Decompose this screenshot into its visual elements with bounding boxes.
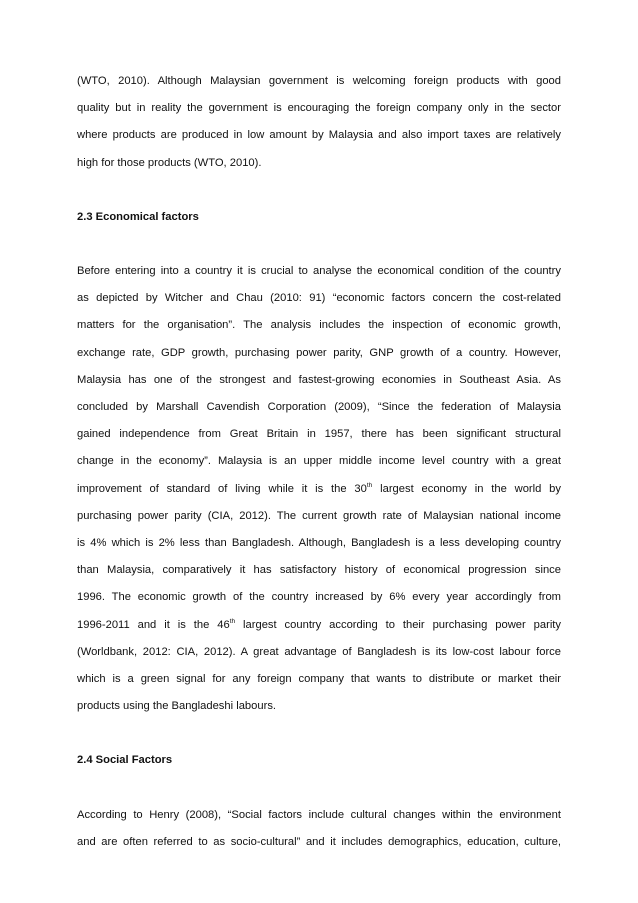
document-page bbox=[77, 68, 561, 856]
text-line: is 4% which is 2% less than Bangladesh. Although, Bangladesh is a less developing country bbox=[77, 537, 561, 550]
section-heading-social: 2.4 Social Factors bbox=[77, 754, 173, 767]
text-line: concluded by Marshall Cavendish Corporation (2009), “Since the federation of Malaysia bbox=[77, 401, 561, 414]
text-fragment: largest economy in the world by bbox=[372, 482, 561, 495]
text-line: 1996. The economic growth of the country increased by 6% every year accordingly from bbox=[77, 591, 561, 604]
text-line: which is a green signal for any foreign company that wants to distribute or market their bbox=[77, 673, 561, 686]
paragraph-wto bbox=[77, 68, 561, 177]
text-line: According to Henry (2008), “Social factors include cultural changes within the environment bbox=[77, 808, 561, 821]
text-line: Malaysia has one of the strongest and fastest-growing economies in Southeast Asia. As bbox=[77, 373, 561, 386]
ordinal-superscript: th bbox=[229, 617, 236, 625]
text-line: high for those products (WTO, 2010). bbox=[77, 156, 262, 169]
text-fragment: largest country according to their purchasing power parity bbox=[235, 618, 562, 631]
text-line: matters for the organisation”. The analysis includes the inspection of economic growth, bbox=[77, 319, 561, 332]
text-fragment: improvement of standard of living while it is the 30 bbox=[77, 482, 367, 495]
text-line-with-superscript bbox=[77, 612, 561, 639]
text-line: products using the Bangladeshi labours. bbox=[77, 700, 277, 713]
text-line: and are often referred to as socio-cultural” and it includes demographics, education, culture, bbox=[77, 835, 561, 848]
ordinal-superscript: th bbox=[366, 481, 373, 489]
text-line: quality but in reality the government is encouraging the foreign company only in the sector bbox=[77, 102, 561, 115]
text-line: change in the economy”. Malaysia is an upper middle income level country with a great bbox=[77, 455, 561, 468]
paragraph-social bbox=[77, 802, 561, 856]
text-line: than Malaysia, comparatively it has satisfactory history of economical progression since bbox=[77, 564, 561, 577]
text-line: exchange rate, GDP growth, purchasing power parity, GNP growth of a country. However, bbox=[77, 346, 561, 359]
text-line: gained independence from Great Britain in 1957, there has been significant structural bbox=[77, 428, 561, 441]
text-line: as depicted by Witcher and Chau (2010: 91) “economic factors concern the cost-related bbox=[77, 292, 561, 305]
text-line: (WTO, 2010). Although Malaysian government is welcoming foreign products with good bbox=[77, 75, 561, 87]
text-line: Before entering into a country it is crucial to analyse the economical condition of the country bbox=[77, 265, 561, 278]
text-line: purchasing power parity (CIA, 2012). The current growth rate of Malaysian national income bbox=[77, 509, 561, 522]
text-line-with-superscript bbox=[77, 476, 561, 503]
paragraph-economical bbox=[77, 258, 561, 720]
text-line: (Worldbank, 2012: CIA, 2012). A great advantage of Bangladesh is its low-cost labour force bbox=[77, 645, 561, 658]
text-line: where products are produced in low amount by Malaysia and also import taxes are relatively bbox=[77, 129, 561, 142]
section-heading-economical: 2.3 Economical factors bbox=[77, 210, 199, 223]
text-fragment: 1996-2011 and it is the 46 bbox=[77, 618, 230, 631]
